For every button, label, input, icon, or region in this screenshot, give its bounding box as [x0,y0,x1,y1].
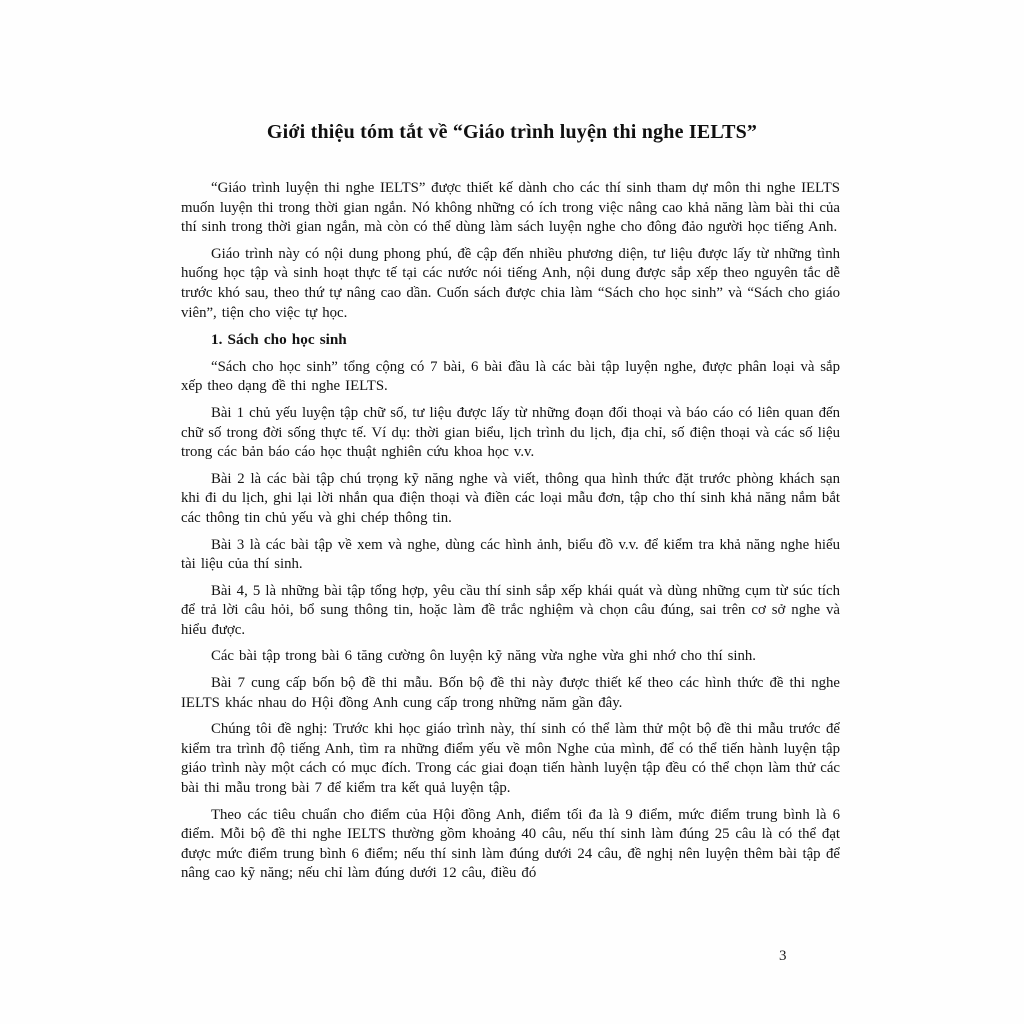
section-paragraph: Các bài tập trong bài 6 tăng cường ôn luyện kỹ năng vừa nghe vừa ghi nhớ cho thí sinh. [211,648,756,665]
section-paragraph: Chúng tôi đề nghị: Trước khi học giáo trình này, thí sinh có thể làm thử một bộ đề thi mẫu trước để kiểm tra trình độ tiếng Anh, tìm ra những điểm yếu về môn Nghe của mình, để có thể tiến hành luyện tập giáo trình này một cách có mục đích. Trong các giai đoạn tiến hành luyện tập đều có thể chọn làm thử các bài thi mẫu trong bài 7 để kiểm tra kết quả luyện tập. [181,721,840,797]
section-paragraph: Bài 2 là các bài tập chú trọng kỹ năng nghe và viết, thông qua hình thức đặt trước phòng khách sạn khi đi du lịch, ghi lại lời nhắn qua điện thoại và điền các loại mẫu đơn, tập cho thí sinh khả năng nắm bắt các thông tin chủ yếu và ghi chép thông tin. [181,470,840,526]
section-paragraph: Bài 7 cung cấp bốn bộ đề thi mẫu. Bốn bộ đề thi này được thiết kế theo các hình thức đề thi nghe IELTS khác nhau do Hội đồng Anh cung cấp trong những năm gần đây. [181,675,840,711]
section-paragraph: Bài 4, 5 là những bài tập tổng hợp, yêu cầu thí sinh sắp xếp khái quát và dùng những cụm từ súc tích để trả lời câu hỏi, bổ sung thông tin, hoặc làm đề trắc nghiệm và chọn câu đúng, sai trên cơ sở nghe và hiểu được. [181,582,840,638]
section-paragraph: Bài 1 chủ yếu luyện tập chữ số, tư liệu được lấy từ những đoạn đối thoại và báo cáo có liên quan đến chữ số trong đời sống thực tế. Ví dụ: thời gian biểu, lịch trình du lịch, địa chỉ, số điện thoại và các số liệu trong các bản báo cáo học thuật nghiên cứu khoa học v.v. [181,404,840,461]
page-number: 3 [779,948,787,964]
section-paragraph: “Sách cho học sinh” tổng cộng có 7 bài, 6 bài đầu là các bài tập luyện nghe, được phân loại và sắp xếp theo dạng đề thi nghe IELTS. [181,358,840,395]
section-paragraph: Theo các tiêu chuẩn cho điểm của Hội đồng Anh, điểm tối đa là 9 điểm, mức điểm trung bình là 6 điểm. Mỗi bộ đề thi nghe IELTS thường gồm khoảng 40 câu, nếu thí sinh làm đúng 25 câu là có thể đạt được mức điểm trung bình 6 điểm; nếu thí sinh làm đúng dưới 24 câu, đề nghị nên luyện thêm bài tập để nâng cao kỹ năng; nếu chỉ làm đúng dưới 12 câu, điều đó [181,806,840,882]
section-paragraph: Bài 3 là các bài tập về xem và nghe, dùng các hình ảnh, biểu đồ v.v. để kiểm tra khả năng nghe hiểu tài liệu của thí sinh. [181,536,840,573]
intro-paragraph: Giáo trình này có nội dung phong phú, đề cập đến nhiều phương diện, tư liệu được lấy từ những tình huống học tập và sinh hoạt thực tế tại các nước nói tiếng Anh, nội dung được sắp xếp theo nguyên tắc dễ trước khó sau, theo thứ tự nâng cao dần. Cuốn sách được chia làm “Sách cho học sinh” và “Sách cho giáo viên”, tiện cho việc tự học. [181,245,840,321]
page-title: Giới thiệu tóm tắt về “Giáo trình luyện thi nghe IELTS” [266,121,758,143]
document-body [181,179,840,884]
section-heading: 1. Sách cho học sinh [211,331,347,349]
intro-paragraph: “Giáo trình luyện thi nghe IELTS” được thiết kế dành cho các thí sinh tham dự môn thi nghe IELTS muốn luyện thi trong thời gian ngắn. Nó không những có ích trong việc nâng cao khả năng làm bài thi của thí sinh trong thời gian ngắn, mà còn có thể dùng làm sách luyện nghe cho đông đảo người học tiếng Anh. [181,180,840,236]
